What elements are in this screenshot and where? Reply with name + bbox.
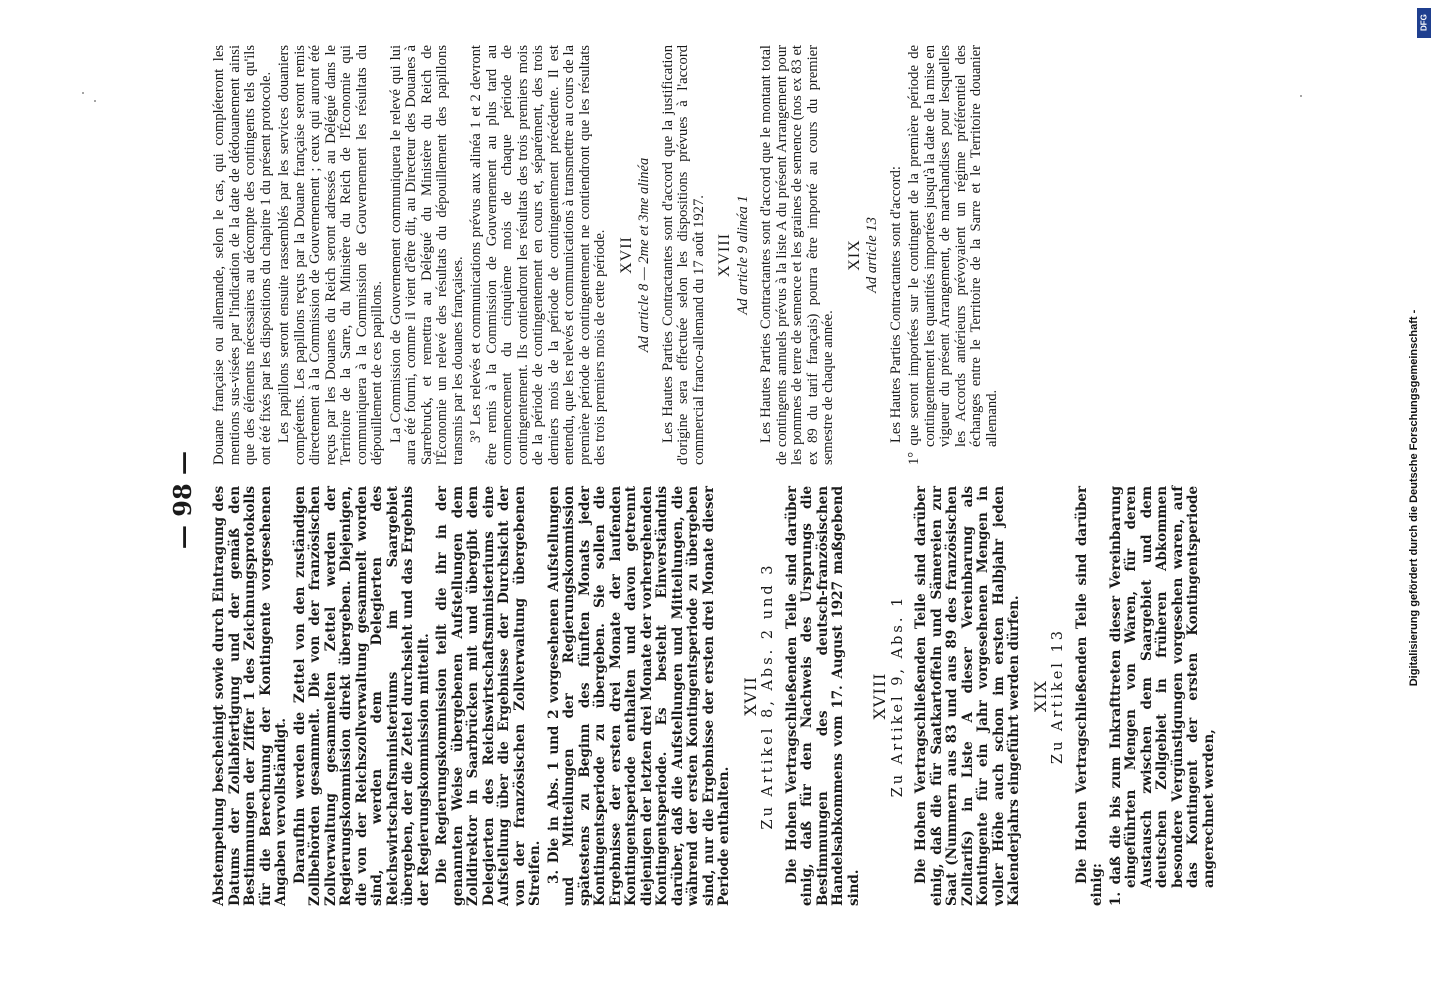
scan-speck <box>94 100 96 102</box>
article-reference: Zu Artikel 8, Abs. 2 und 3 <box>760 562 776 830</box>
article-reference: Zu Artikel 9, Abs. 1 <box>889 594 906 798</box>
french-paragraph: 3° Les relevés et communications prévus aux alinéa 1 et 2 devront être remis à la Commission de Gouvernement au plus tard au commencement du cinquième mois de chaque période de contingentement. Ils contiendront les résultats des trois premiers mois de la période de contingentement en cours et, séparément, des trois derniers mois de la période de contingentement précédente. Il est entendu, que les relevés et communications à transmettre au cours de la première période de contingentement ne contiendront que les résultats des trois premiers mois de cette période. <box>468 45 608 465</box>
german-paragraph: 3. Die in Abs. 1 und 2 vorgesehenen Aufstellungen und Mitteilungen der Regierungskommission spätestens zu Beginn des fünften Monats jeder Kontingentsperiode zu übergeben. Sie sollen die Ergebnisse der ersten drei Monate der laufenden Kontingentsperiode enthalten und davon getrennt diejenigen der letzten drei Monate der vorhergehenden Kontingentsperiode. Es besteht Einverständnis darüber, daß die Aufstellungen und Mitteilungen, die während der ersten Kontingentsperiode zu übergeben sind, nur die Ergebnisse der ersten drei Monate dieser Periode enthalten. <box>545 486 732 906</box>
section-heading-xviii: XVIII <box>716 232 733 278</box>
french-paragraph: Douane française ou allemande, selon le cas, qui compléteront les mentions sus-visées par l'indication de la date de dédouanement ainsi que des éléments nécessaires au décompte des contingents tels qu'ils ont été fixés par les dispositions du chapitre 1 du présent protocole. <box>211 45 274 465</box>
article-reference: Ad article 8 — 2me et 3me alinéa <box>636 157 652 353</box>
french-paragraph: Les Hautes Parties Contractantes sont d'accord que le montant total de contingents annuels prévus à la liste A du présent Arrangement pour les pommes de terre de semence et les graines de semence (nos ex 83 et ex 89 du tarif français) pourra être importé au cours du premier semestre de chaque année. <box>758 45 836 465</box>
section-heading-xvii: XVII <box>740 676 760 716</box>
german-paragraph: Die Hohen Vertragschließenden Teile sind darüber einig, daß für den Nachweis des Ursprungs die Bestimmungen des deutsch-französischen Handelsabkommens vom 17. August 1927 maßgebend sind. <box>783 486 862 906</box>
scan-speck <box>1300 95 1302 97</box>
document-page <box>72 30 1362 970</box>
german-list-item: 1. daß die bis zum Inkrafttreten dieser Vereinbarung eingeführten Mengen von Waren, für deren Austausch zwischen dem Saargebiet und dem deutschen Zollgebiet in früheren Abkommen besondere Vergünstigungen vorgesehen waren, auf das Kontingent der ersten Kontingentsperiode angerechnet werden, <box>1107 486 1217 906</box>
article-reference: Ad article 9 alinéa 1 <box>734 195 751 315</box>
german-paragraph: Daraufhin werden die Zettel von den zuständigen Zollbehörden gesammelt. Die von der französischen Zollverwaltung gesammelten Zettel werden der Regierungskommission direkt übergeben. Diejenigen, die von der Reichszollverwaltung gesammelt worden sind, werden dem Delegierten des Reichswirtschaftsministeriums im Saargebiet übergeben, der die Zettel durchsieht und das Ergebnis der Regierungskommission mitteilt. <box>291 486 432 906</box>
german-paragraph: Abstempelung bescheinigt sowie durch Eintragung des Datums der Zollabfertigung und der gemäß den Bestimmungen der Ziffer 1 des Zeichnungsprotokolls für die Berechnung der Kontingente vorgesehenen Angaben vervollständigt. <box>211 486 289 906</box>
page-number: — 98 — <box>168 450 197 550</box>
french-paragraph: Les Hautes Parties Contractantes sont d'accord: <box>887 166 904 443</box>
section-heading-xix: XIX <box>1030 679 1050 713</box>
french-list-item: 1° que seront importées sur le contingent de la première période de contingentement les quantités importées jusqu'à la date de la mise en vigueur du présent Arrangement, de marchandises pour lesquelles les Accords antérieurs prévoyaient un régime préférentiel des échanges entre le Territoire de la Sarre et le Territoire douanier allemand. <box>906 45 1000 465</box>
section-heading-xviii: XVIII <box>870 672 889 720</box>
german-paragraph: Die Hohen Vertragschließenden Teile sind darüber einig, daß die für Saatkartoffeln und Sämereien zur Saat (Nummern aus 83 und aus 89 des französischen Zolltarifs) in Liste A dieser Vereinbarung als Kontingente für ein Jahr vorgesehenen Mengen in voller Höhe auch schon im ersten Halbjahr jeden Kalenderjahrs eingeführt werden dürfen. <box>913 486 1022 906</box>
french-paragraph: Les Hautes Parties Contractantes sont d'accord que la justification d'origine sera effectuée selon les dispositions prévues à l'accord commercial franco-allemand du 17 août 1927. <box>659 45 707 465</box>
section-heading-xix: XIX <box>845 239 863 271</box>
digitization-credit: Digitalisierung gefördert durch die Deutsche Forschungsgemeinschaft - <box>1408 309 1420 687</box>
french-paragraph: La Commission de Gouvernement communiquera le relevé qui lui aura été fourni, comme il vient d'être dit, au Directeur des Douanes à Sarrebruck, et remettra au Délégué du Ministère du Reich de l'Économie un relevé des résultats du dépouillement des papillons transmis par les douanes françaises. <box>387 45 466 465</box>
german-paragraph: Die Regierungskommission teilt die ihr in der genannten Weise übergebenen Aufstellungen dem Zolldirektor in Saarbrücken mit und übergibt dem Delegierten des Reichswirtschaftsministeriums eine Aufstellung über die Ergebnisse der Durchsicht der von der französischen Zollverwaltung übergebenen Streifen. <box>434 486 543 906</box>
french-paragraph: Les papillons seront ensuite rassemblés par les services douaniers compétents. Les papillons reçus par la Douane française seront remis directement à la Commission de Gouvernement ; ceux qui auront été reçus par les Douanes du Reich seront adressés au Délégué dans le Territoire de la Sarre, du Ministère du Reich de l'Économie qui communiquera à la Commission de Gouvernement les résultats du dépouillement de ces papillons. <box>276 45 385 465</box>
article-reference: Ad article 13 <box>864 217 880 293</box>
article-reference: Zu Artikel 13 <box>1050 628 1066 764</box>
german-paragraph: Die Hohen Vertragschließenden Teile sind darüber einig: <box>1073 486 1105 906</box>
dfg-logo: DFG <box>1417 8 1431 38</box>
german-column <box>212 486 1220 906</box>
scan-speck <box>82 92 84 94</box>
french-column <box>212 45 1003 465</box>
section-heading-xvii: XVII <box>617 236 635 274</box>
